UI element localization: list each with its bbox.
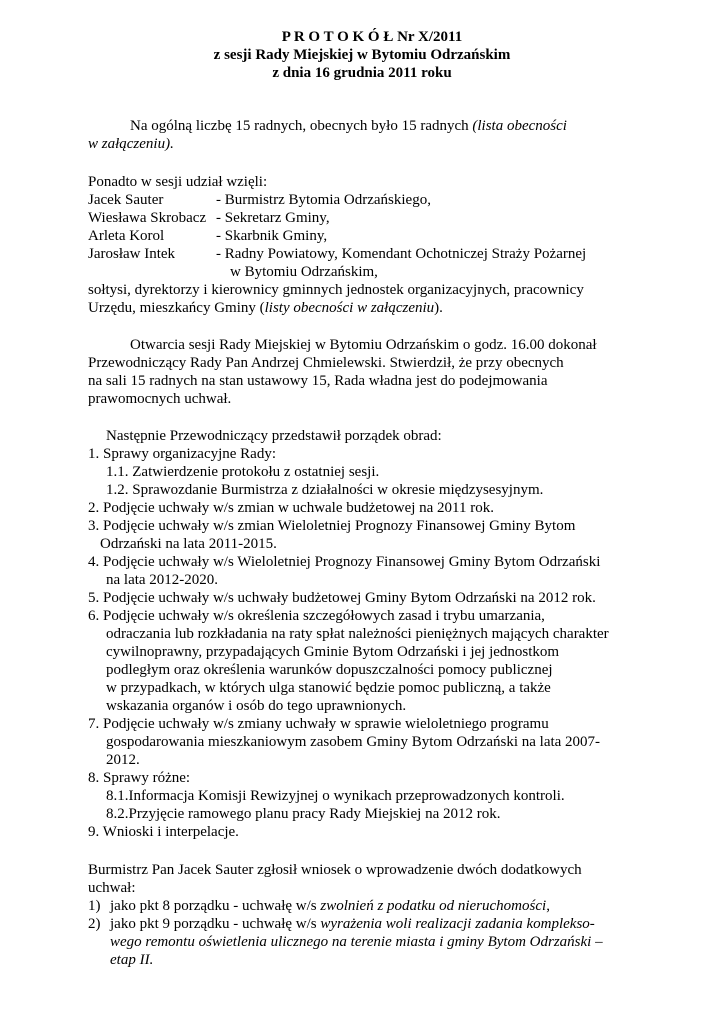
opening-line-2: Przewodniczący Rady Pan Andrzej Chmielewski. Stwierdził, że przy obecnych (88, 355, 564, 371)
participants-others-line-2: Urzędu, mieszkańcy Gminy (listy obecności w załączeniu). (88, 300, 443, 316)
protocol-title: P R O T O K Ó Ł Nr X/2011 (281, 29, 463, 45)
motion-item-number: 1) (88, 898, 101, 914)
participant-role: - Sekretarz Gminy, (216, 210, 330, 226)
agenda-intro: Następnie Przewodniczący przedstawił porządek obrad: (106, 428, 442, 444)
opening-line-1: Otwarcia sesji Rady Miejskiej w Bytomiu Odrzańskim o godz. 16.00 dokonał (130, 337, 597, 353)
agenda-item-continued: Odrzański na lata 2011-2015. (100, 536, 277, 552)
agenda-item: 1.1. Zatwierdzenie protokołu z ostatniej sesji. (106, 464, 380, 480)
participant-role: - Skarbnik Gminy, (216, 228, 328, 244)
agenda-item: 1.2. Sprawozdanie Burmistrza z działalności w okresie międzysesyjnym. (106, 482, 544, 498)
participant-name: Wiesława Skrobacz (88, 210, 207, 226)
participant-name: Jacek Sauter (88, 192, 164, 208)
agenda-item: 5. Podjęcie uchwały w/s uchwały budżetowej Gminy Bytom Odrzański na 2012 rok. (88, 590, 596, 606)
agenda-item-continued: podległym oraz określenia warunków dopuszczalności pomocy publicznej (106, 662, 553, 678)
agenda-item: 9. Wnioski i interpelacje. (88, 824, 239, 840)
agenda-item: 3. Podjęcie uchwały w/s zmian Wieloletniej Prognozy Finansowej Gminy Bytom (88, 518, 576, 534)
motion-item-1: jako pkt 8 porządku - uchwałę w/s zwolnień z podatku od nieruchomości, (110, 898, 550, 914)
agenda-item-continued: odraczania lub rozkładania na raty spłat należności pieniężnych mających charakter (106, 626, 609, 642)
agenda-item: 7. Podjęcie uchwały w/s zmiany uchwały w sprawie wieloletniego programu (88, 716, 549, 732)
participant-role: - Radny Powiatowy, Komendant Ochotniczej Straży Pożarnej (216, 246, 587, 262)
agenda-item: 6. Podjęcie uchwały w/s określenia szczegółowych zasad i trybu umarzania, (88, 608, 545, 624)
motion-item-number: 2) (88, 916, 101, 932)
opening-line-3: na sali 15 radnych na stan ustawowy 15, Rada władna jest do podejmowania (88, 373, 548, 389)
participant-role: - Burmistrz Bytomia Odrzańskiego, (216, 192, 431, 208)
agenda-item-continued: w przypadkach, w których ulga stanowić będzie pomoc publiczną, a także (106, 680, 551, 696)
participant-name: Arleta Korol (88, 228, 165, 244)
agenda-item: 4. Podjęcie uchwały w/s Wieloletniej Prognozy Finansowej Gminy Bytom Odrzański (88, 554, 601, 570)
motion-item-2: jako pkt 9 porządku - uchwałę w/s wyrażenia woli realizacji zadania kompleksо- (110, 916, 595, 932)
participant-name: Jarosław Intek (88, 246, 176, 262)
agenda-item: 8.2.Przyjęcie ramowego planu pracy Rady Miejskiej na 2012 rok. (106, 806, 501, 822)
motion-line-2: uchwał: (88, 880, 136, 896)
agenda-item: 2. Podjęcie uchwały w/s zmian w uchwale budżetowej na 2011 rok. (88, 500, 494, 516)
participants-others-line-1: sołtysi, dyrektorzy i kierownicy gminnych jednostek organizacyjnych, pracownicy (88, 282, 584, 298)
agenda-item: 1. Sprawy organizacyjne Rady: (88, 446, 277, 462)
protocol-subtitle: z sesji Rady Miejskiej w Bytomiu Odrzańskim (213, 47, 511, 63)
agenda-item-continued: 2012. (106, 752, 140, 768)
attendance-line-1: Na ogólną liczbę 15 radnych, obecnych było 15 radnych (lista obecności (130, 118, 567, 134)
opening-line-4: prawomocnych uchwał. (88, 391, 232, 407)
participant-role-continued: w Bytomiu Odrzańskim, (230, 264, 378, 280)
attendance-line-2: w załączeniu). (88, 136, 174, 152)
agenda-item: 8.1.Informacja Komisji Rewizyjnej o wynikach przeprowadzonych kontroli. (106, 788, 565, 804)
agenda-item-continued: na lata 2012-2020. (106, 572, 219, 588)
motion-line-1: Burmistrz Pan Jacek Sauter zgłosił wniosek o wprowadzenie dwóch dodatkowych (88, 862, 582, 878)
agenda-item-continued: cywilnoprawny, przypadających Gminie Bytom Odrzański i jej jednostkom (106, 644, 560, 660)
participants-intro: Ponadto w sesji udział wzięli: (88, 174, 268, 190)
motion-item-2-continued: wego remontu oświetlenia ulicznego na terenie miasta i gminy Bytom Odrzański – (110, 934, 603, 950)
agenda-item-continued: wskazania organów i osób do tego uprawnionych. (106, 698, 407, 714)
agenda-item-continued: gospodarowania mieszkaniowym zasobem Gminy Bytom Odrzański na lata 2007- (106, 734, 601, 750)
protocol-date: z dnia 16 grudnia 2011 roku (272, 65, 452, 81)
motion-item-2-continued: etap II. (110, 952, 154, 968)
agenda-item: 8. Sprawy różne: (88, 770, 191, 786)
